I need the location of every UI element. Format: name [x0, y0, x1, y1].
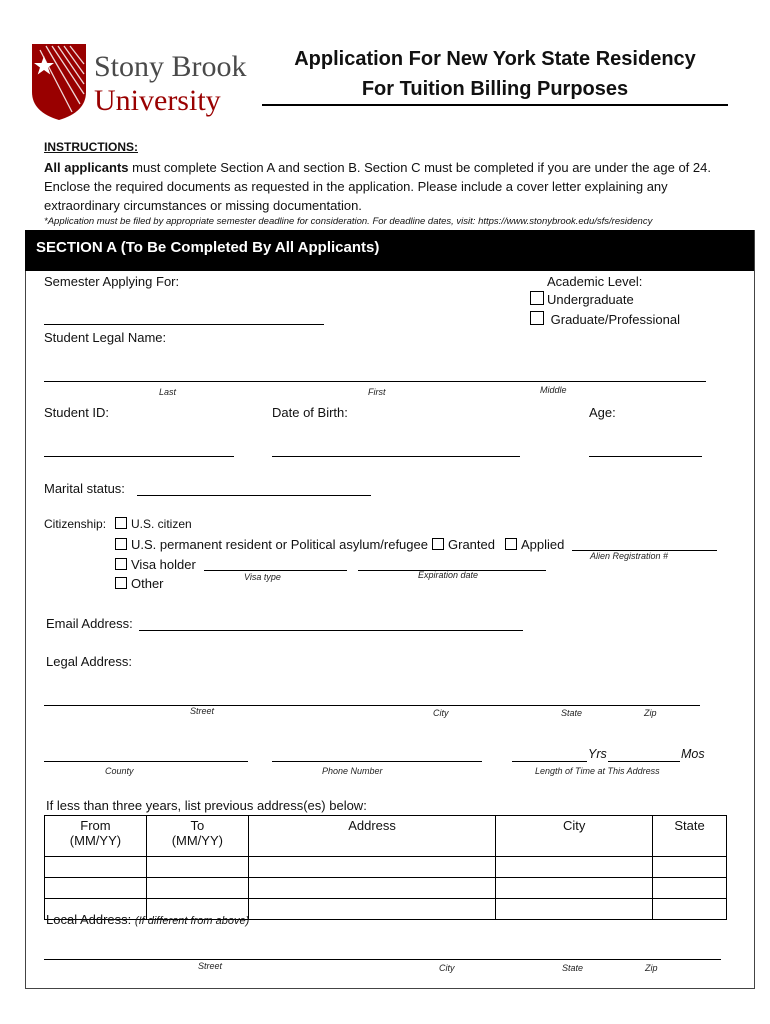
table-cell[interactable]	[496, 899, 653, 920]
applied-option[interactable]	[505, 537, 564, 552]
state-header-line1: State	[674, 818, 705, 833]
from-header-line1: From	[80, 818, 111, 833]
local-address-label	[46, 912, 249, 927]
table-row[interactable]	[45, 878, 727, 899]
expiration-date-caption: Expiration date	[418, 570, 479, 580]
local-street-caption: Street	[198, 961, 223, 971]
dob-field[interactable]	[272, 456, 520, 457]
local-address-field[interactable]	[44, 959, 721, 960]
graduate-label: Graduate/Professional	[550, 312, 680, 327]
us-citizen-label: U.S. citizen	[131, 517, 192, 531]
visa-type-field[interactable]	[204, 570, 347, 571]
county-field[interactable]	[44, 761, 248, 762]
visa-holder-label: Visa holder	[131, 557, 196, 572]
marital-status-field[interactable]	[137, 495, 371, 496]
permanent-resident-label: U.S. permanent resident or Political asylum/refugee	[131, 537, 428, 552]
instructions-note: *Application must be filed by appropriate semester deadline for consideration. For deadline dates, visit: https://www.stonybrook.edu/sfs/residency	[44, 216, 653, 227]
local-state-caption: State	[562, 963, 584, 973]
city-caption: City	[433, 708, 449, 718]
semester-field[interactable]	[44, 324, 324, 325]
email-label: Email Address:	[46, 616, 133, 631]
table-cell[interactable]	[653, 878, 727, 899]
age-field[interactable]	[589, 456, 702, 457]
alien-registration-caption: Alien Registration #	[590, 551, 669, 561]
dob-label: Date of Birth:	[272, 405, 348, 420]
document-title	[262, 44, 728, 104]
legal-name-label: Student Legal Name:	[44, 330, 167, 345]
street-caption: Street	[190, 706, 215, 716]
other-option[interactable]	[115, 576, 164, 591]
years-field[interactable]	[512, 761, 587, 762]
table-cell[interactable]	[248, 899, 496, 920]
table-cell[interactable]	[496, 857, 653, 878]
state-header	[653, 816, 727, 857]
granted-label: Granted	[448, 537, 495, 552]
state-caption: State	[561, 708, 583, 718]
academic-level-label: Academic Level:	[547, 274, 643, 289]
instructions-heading: INSTRUCTIONS:	[44, 140, 138, 154]
last-name-caption: Last	[159, 387, 177, 397]
logo-text-line2: University	[94, 84, 221, 117]
us-citizen-checkbox[interactable]	[115, 517, 127, 529]
first-name-caption: First	[368, 387, 386, 397]
semester-label: Semester Applying For:	[44, 274, 180, 289]
local-zip-caption: Zip	[645, 963, 658, 973]
logo-text-line1: Stony Brook	[94, 50, 247, 83]
legal-name-field[interactable]	[44, 381, 706, 382]
student-id-field[interactable]	[44, 456, 234, 457]
email-field[interactable]	[139, 630, 523, 631]
phone-field[interactable]	[272, 761, 482, 762]
graduate-checkbox[interactable]	[530, 311, 544, 325]
table-cell[interactable]	[45, 878, 147, 899]
instructions-body	[44, 158, 734, 215]
table-cell[interactable]	[248, 878, 496, 899]
instructions-text: must complete Section A and section B. Section C must be completed if you are under the age of 24. Enclose the required documents as requested in the application. Please include a cover letter explaining any extraordinary circumstances or missing documentation.	[44, 160, 711, 213]
address-header	[248, 816, 496, 857]
city-header	[496, 816, 653, 857]
table-cell[interactable]	[45, 857, 147, 878]
visa-holder-option[interactable]	[115, 557, 196, 572]
zip-caption: Zip	[644, 708, 657, 718]
previous-address-label: If less than three years, list previous address(es) below:	[46, 798, 367, 813]
applied-checkbox[interactable]	[505, 538, 517, 550]
local-address-text: Local Address:	[46, 912, 132, 927]
section-a-header	[25, 230, 754, 271]
table-cell[interactable]	[653, 899, 727, 920]
table-cell[interactable]	[248, 857, 496, 878]
citizenship-label: Citizenship:	[44, 517, 107, 531]
city-header-line1: City	[563, 818, 586, 833]
table-row[interactable]	[45, 857, 727, 878]
legal-address-label: Legal Address:	[46, 654, 133, 669]
previous-address-table	[44, 815, 727, 920]
instructions-bold-lead: All applicants	[44, 160, 129, 175]
graduate-option[interactable]	[530, 311, 680, 327]
table-cell[interactable]	[146, 857, 248, 878]
visa-holder-checkbox[interactable]	[115, 558, 127, 570]
other-label: Other	[131, 576, 164, 591]
title-line2: For Tuition Billing Purposes	[361, 78, 629, 100]
local-city-caption: City	[439, 963, 455, 973]
section-a-title: SECTION A (To Be Completed By All Applicants)	[36, 239, 380, 256]
local-address-note: (If different from above)	[134, 915, 250, 927]
months-label: Mos	[681, 747, 705, 761]
undergraduate-option[interactable]	[530, 291, 634, 307]
months-field[interactable]	[608, 761, 680, 762]
title-line1: Application For New York State Residency	[294, 48, 696, 70]
university-logo	[30, 40, 260, 122]
granted-checkbox[interactable]	[432, 538, 444, 550]
us-citizen-option[interactable]	[115, 516, 192, 531]
undergraduate-checkbox[interactable]	[530, 291, 544, 305]
table-cell[interactable]	[496, 878, 653, 899]
table-cell[interactable]	[653, 857, 727, 878]
phone-caption: Phone Number	[322, 766, 383, 776]
student-id-label: Student ID:	[44, 405, 110, 420]
legal-address-field[interactable]	[44, 705, 700, 706]
to-header-line1: To	[190, 818, 205, 833]
from-header	[45, 816, 147, 857]
marital-status-label: Marital status:	[44, 481, 125, 496]
age-label: Age:	[589, 405, 616, 420]
from-header-line2: (MM/YY)	[69, 833, 122, 848]
years-label: Yrs	[588, 747, 607, 761]
undergraduate-label: Undergraduate	[547, 292, 634, 307]
to-header	[146, 816, 248, 857]
permanent-resident-option[interactable]	[115, 537, 428, 552]
logo-shield-icon	[30, 40, 88, 122]
applied-label: Applied	[521, 537, 565, 552]
permanent-resident-checkbox[interactable]	[115, 538, 127, 550]
table-header-row	[45, 816, 727, 857]
length-time-caption: Length of Time at This Address	[535, 766, 660, 776]
address-header-line1: Address	[348, 818, 396, 833]
to-header-line2: (MM/YY)	[171, 833, 223, 848]
middle-name-caption: Middle	[540, 385, 567, 395]
table-cell[interactable]	[146, 878, 248, 899]
visa-type-caption: Visa type	[244, 572, 281, 582]
other-checkbox[interactable]	[115, 577, 127, 589]
title-underline	[262, 104, 728, 106]
county-caption: County	[105, 766, 134, 776]
granted-option[interactable]	[432, 537, 495, 552]
